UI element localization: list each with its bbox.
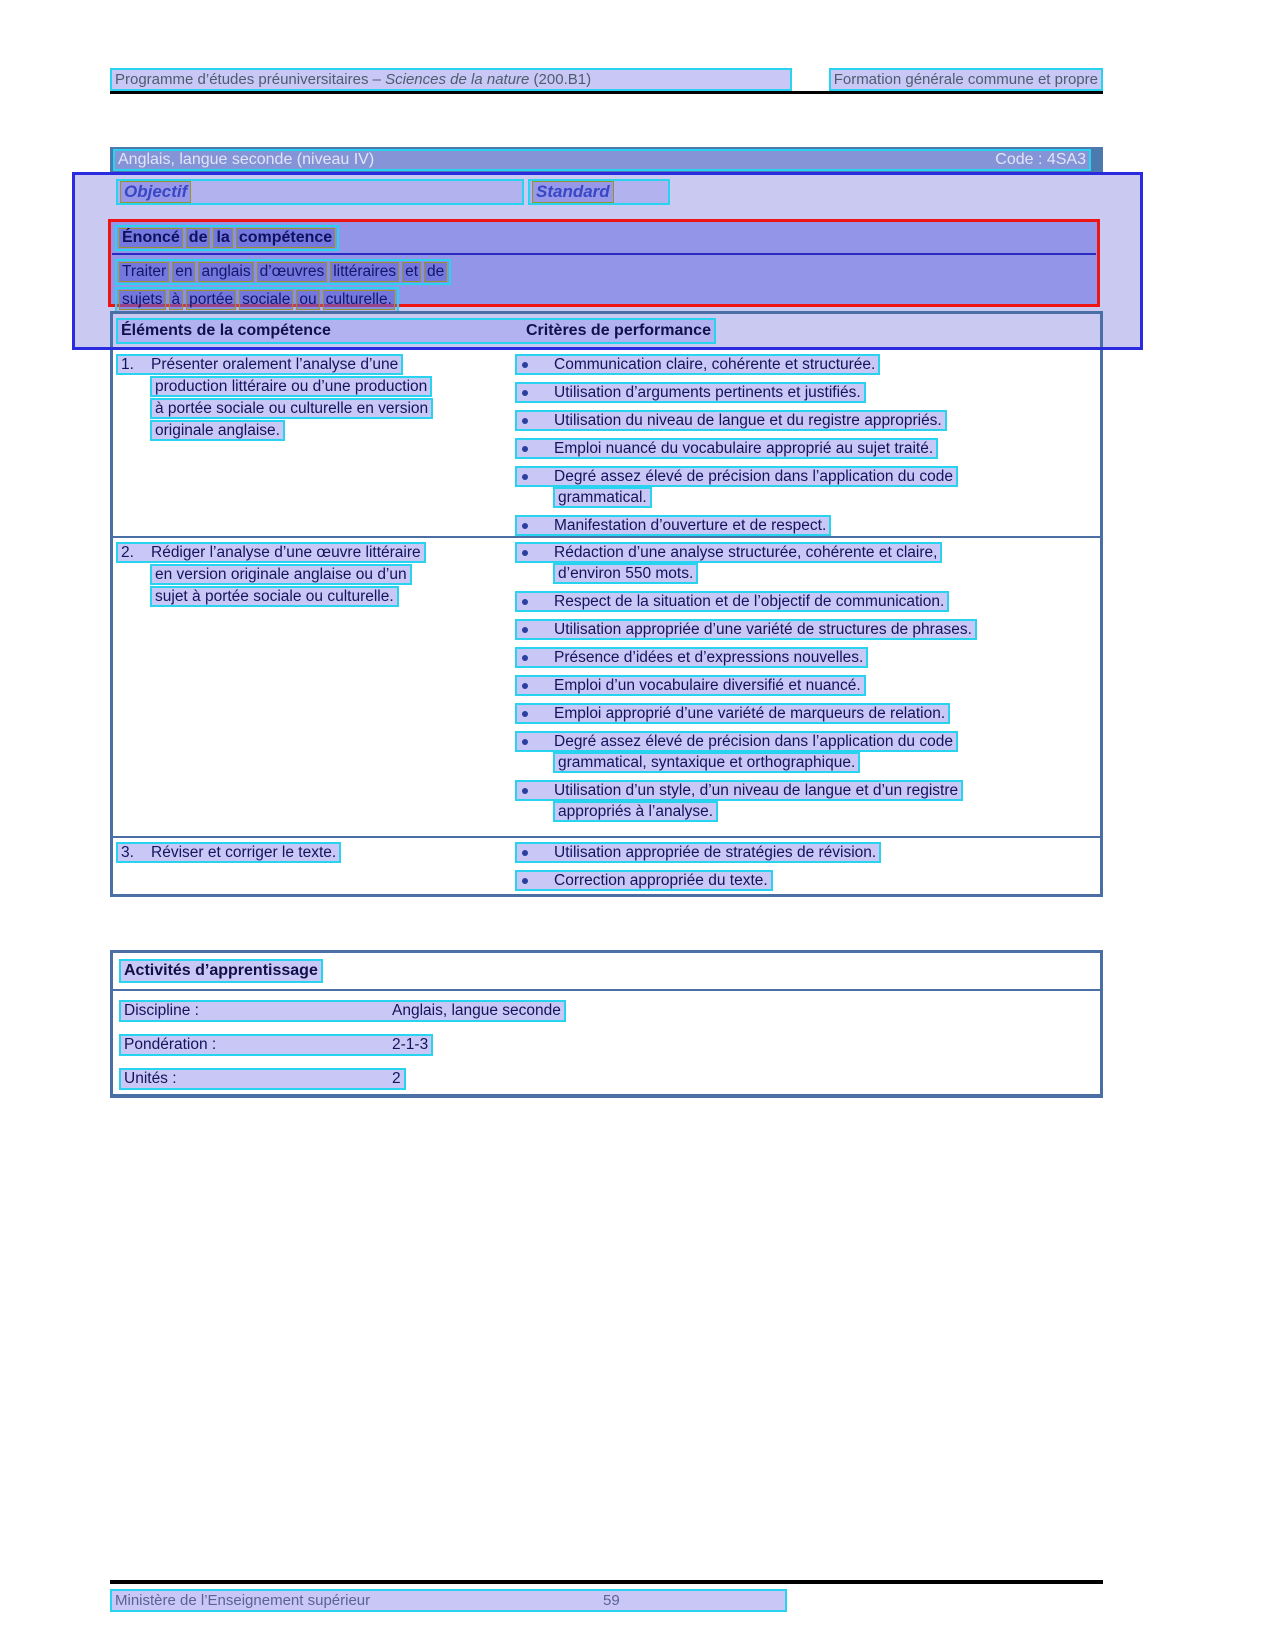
footer-ministry: Ministère de l’Enseignement supérieur xyxy=(115,1592,371,1609)
element-line xyxy=(150,420,513,442)
course-title-highlight xyxy=(113,149,1091,171)
criteria-line-highlight xyxy=(515,842,881,863)
criteria-column xyxy=(513,538,1100,836)
header-right-text: Formation générale commune et propre xyxy=(829,68,1103,91)
element-line xyxy=(150,398,513,420)
item-number: 1. xyxy=(121,355,134,373)
activity-row-highlight xyxy=(119,1068,406,1090)
criteria-text: grammatical. xyxy=(558,488,647,506)
bullet-icon xyxy=(522,683,528,689)
criteria-line xyxy=(515,703,1100,724)
element-text: sujet à portée sociale ou culturelle. xyxy=(155,587,394,605)
criteria-item xyxy=(515,410,1100,431)
criteria-line-highlight xyxy=(515,354,880,375)
criteria-line xyxy=(515,410,1100,431)
criteria-line xyxy=(515,591,1100,612)
criteria-line xyxy=(515,438,1100,459)
competence-row xyxy=(113,536,1100,836)
activity-row-highlight xyxy=(119,1000,566,1022)
activity-value: 2-1-3 xyxy=(392,1036,429,1053)
element-text: Réviser et corriger le texte. xyxy=(151,843,337,861)
criteria-line-highlight xyxy=(515,675,866,696)
criteria-text: appropriés à l’analyse. xyxy=(558,802,714,820)
criteria-text: grammatical, syntaxique et orthographique. xyxy=(558,753,856,771)
criteria-line xyxy=(515,647,1100,668)
footer-highlight xyxy=(110,1589,787,1612)
criteria-line-highlight xyxy=(553,801,718,822)
bullet-icon xyxy=(522,599,528,605)
element-line xyxy=(116,354,513,376)
activity-label: Unités : xyxy=(124,1070,177,1087)
word-box: sociale xyxy=(239,290,293,310)
item-number: 3. xyxy=(121,843,134,861)
header-program-text: Programme d’études préuniversitaires – Sciences de la nature (200.B1) xyxy=(115,71,592,88)
criteria-line-highlight xyxy=(515,780,963,801)
element-text: à portée sociale ou culturelle en version xyxy=(155,399,429,417)
word-box: Traiter xyxy=(119,262,169,282)
criteria-column xyxy=(513,838,1100,900)
criteria-item xyxy=(515,780,1100,822)
criteria-line xyxy=(515,870,1100,891)
word-box: Énoncé xyxy=(119,228,183,248)
standard-highlight xyxy=(528,179,670,205)
word-box: portée xyxy=(186,290,236,310)
element-text: en version originale anglaise ou d’un xyxy=(155,565,407,583)
bullet-icon xyxy=(522,550,528,556)
criteria-line xyxy=(515,801,1100,822)
criteria-item xyxy=(515,675,1100,696)
word-box: et xyxy=(402,262,421,282)
header-program-italic: Sciences de la nature xyxy=(385,71,530,88)
bullet-icon xyxy=(522,523,528,529)
criteria-column xyxy=(513,350,1100,536)
criteria-line-highlight xyxy=(553,487,652,508)
word-box: de xyxy=(186,228,211,248)
element-line xyxy=(150,564,513,586)
band-bottom-border xyxy=(72,347,1143,350)
criteria-text: Emploi nuancé du vocabulaire approprié au sujet traité. xyxy=(554,439,934,457)
criteria-line-highlight xyxy=(515,731,958,752)
bullet-icon xyxy=(522,878,528,884)
activity-row-highlight xyxy=(119,1034,433,1056)
col1-header: Éléments de la compétence xyxy=(121,322,331,339)
criteria-text: Utilisation d’arguments pertinents et justifiés. xyxy=(554,383,861,401)
criteria-item xyxy=(515,703,1100,724)
header-left-text xyxy=(110,68,792,91)
criteria-line-highlight xyxy=(515,591,949,612)
activity-label: Discipline : xyxy=(124,1002,199,1019)
criteria-text: Manifestation d’ouverture et de respect. xyxy=(554,516,827,534)
course-title-bar xyxy=(110,147,1103,173)
standard-label: Standard xyxy=(532,181,614,203)
item-number: 2. xyxy=(121,543,134,561)
criteria-text: Utilisation appropriée d’une variété de structures de phrases. xyxy=(554,620,972,638)
criteria-line-highlight xyxy=(515,870,773,891)
criteria-line xyxy=(515,780,1100,801)
criteria-item xyxy=(515,542,1100,584)
criteria-text: Utilisation appropriée de stratégies de révision. xyxy=(554,843,877,861)
enonce-heading xyxy=(115,225,339,251)
bullet-icon xyxy=(522,655,528,661)
criteria-text: Utilisation du niveau de langue et du registre appropriés. xyxy=(554,411,942,429)
criteria-line xyxy=(515,842,1100,863)
word-box: à xyxy=(169,290,184,310)
bullet-icon xyxy=(522,850,528,856)
element-line xyxy=(150,376,513,398)
criteria-item xyxy=(515,619,1100,640)
enonce-box xyxy=(108,219,1100,307)
criteria-line xyxy=(515,466,1100,487)
activity-label: Pondération : xyxy=(124,1036,217,1053)
criteria-line xyxy=(515,752,1100,773)
element-line xyxy=(116,542,513,564)
word-box: compétence xyxy=(236,228,335,248)
criteria-text: Degré assez élevé de précision dans l’application du code xyxy=(554,732,953,750)
criteria-text: Respect de la situation et de l’objectif de communication. xyxy=(554,592,945,610)
running-header xyxy=(110,68,1103,91)
criteria-item xyxy=(515,515,1100,536)
criteria-item xyxy=(515,438,1100,459)
criteria-line-highlight xyxy=(515,647,868,668)
word-box: anglais xyxy=(198,262,253,282)
word-box: ou xyxy=(296,290,319,310)
criteria-line-highlight xyxy=(515,703,950,724)
competence-rows xyxy=(113,350,1100,900)
activities-table xyxy=(110,950,1103,1098)
activities-header xyxy=(113,953,1100,991)
header-rule xyxy=(110,91,1103,94)
activities-heading: Activités d’apprentissage xyxy=(119,959,323,983)
element-line-highlight xyxy=(150,564,412,585)
footer-rule xyxy=(110,1580,1103,1584)
competence-table-header xyxy=(113,314,1100,350)
criteria-line xyxy=(515,515,1100,536)
word-box: de xyxy=(424,262,447,282)
criteria-line xyxy=(515,542,1100,563)
criteria-line xyxy=(515,382,1100,403)
criteria-text: Degré assez élevé de précision dans l’application du code xyxy=(554,467,953,485)
enonce-text-line xyxy=(115,259,451,287)
element-text: originale anglaise. xyxy=(155,421,280,439)
word-box: littéraires xyxy=(330,262,399,282)
element-column xyxy=(113,350,513,536)
objectif-standard-row xyxy=(72,179,1143,206)
bullet-icon xyxy=(522,446,528,452)
criteria-line xyxy=(515,675,1100,696)
element-line-highlight xyxy=(116,542,426,563)
activity-row xyxy=(119,1000,1100,1034)
criteria-text: Présence d’idées et d’expressions nouvelles. xyxy=(554,648,864,666)
footer-page-number: 59 xyxy=(603,1592,620,1609)
competence-row xyxy=(113,350,1100,536)
competence-row xyxy=(113,836,1100,900)
criteria-item xyxy=(515,466,1100,508)
criteria-line xyxy=(515,619,1100,640)
bullet-icon xyxy=(522,474,528,480)
activity-value: Anglais, langue seconde xyxy=(392,1002,561,1019)
criteria-item xyxy=(515,870,1100,891)
criteria-item xyxy=(515,647,1100,668)
bullet-icon xyxy=(522,362,528,368)
competence-table xyxy=(110,311,1103,897)
criteria-line-highlight xyxy=(553,752,860,773)
element-column xyxy=(113,838,513,900)
competence-header-highlight xyxy=(116,318,716,344)
element-line xyxy=(116,842,513,864)
criteria-item xyxy=(515,731,1100,773)
criteria-text: Emploi d’un vocabulaire diversifié et nuancé. xyxy=(554,676,861,694)
criteria-line xyxy=(515,487,1100,508)
bullet-icon xyxy=(522,627,528,633)
criteria-line xyxy=(515,731,1100,752)
criteria-line-highlight xyxy=(515,542,942,563)
bullet-icon xyxy=(522,788,528,794)
activity-row xyxy=(119,1034,1100,1068)
criteria-item xyxy=(515,382,1100,403)
bullet-icon xyxy=(522,390,528,396)
criteria-text: Correction appropriée du texte. xyxy=(554,871,768,889)
bullet-icon xyxy=(522,739,528,745)
element-line-highlight xyxy=(150,420,285,441)
criteria-line-highlight xyxy=(553,563,698,584)
word-box: la xyxy=(213,228,232,248)
criteria-text: Emploi approprié d’une variété de marqueurs de relation. xyxy=(554,704,946,722)
activities-rows xyxy=(113,991,1100,1102)
element-line xyxy=(150,586,513,608)
element-line-highlight xyxy=(150,398,433,419)
element-line-highlight xyxy=(116,842,341,863)
criteria-text: Communication claire, cohérente et structurée. xyxy=(554,355,876,373)
element-column xyxy=(113,538,513,836)
criteria-line-highlight xyxy=(515,410,947,431)
criteria-text: d’environ 550 mots. xyxy=(558,564,694,582)
criteria-item xyxy=(515,354,1100,375)
criteria-line-highlight xyxy=(515,382,866,403)
element-text: Présenter oralement l’analyse d’une xyxy=(151,355,399,373)
word-box: culturelle. xyxy=(323,290,395,310)
enonce-heading-line xyxy=(115,225,339,251)
word-box: sujets xyxy=(119,290,166,310)
activity-row xyxy=(119,1068,1100,1102)
enonce-body xyxy=(115,259,451,315)
criteria-line-highlight xyxy=(515,619,977,640)
word-box: d’œuvres xyxy=(257,262,328,282)
element-line-highlight xyxy=(116,354,403,375)
element-line-highlight xyxy=(150,376,432,397)
page-footer xyxy=(110,1589,787,1612)
objectif-highlight xyxy=(116,179,524,205)
criteria-line-highlight xyxy=(515,466,958,487)
course-title: Anglais, langue seconde (niveau IV) xyxy=(118,151,375,168)
bullet-icon xyxy=(522,418,528,424)
course-code: Code : 4SA3 xyxy=(995,151,1086,168)
element-text: production littéraire ou d’une production xyxy=(155,377,428,395)
col2-header: Critères de performance xyxy=(526,322,711,339)
criteria-item xyxy=(515,591,1100,612)
objectif-label: Objectif xyxy=(120,181,191,203)
criteria-item xyxy=(515,842,1100,863)
criteria-line xyxy=(515,563,1100,584)
criteria-line-highlight xyxy=(515,438,938,459)
criteria-line xyxy=(515,354,1100,375)
element-text: Rédiger l’analyse d’une œuvre littéraire xyxy=(151,543,421,561)
activity-value: 2 xyxy=(392,1070,401,1087)
criteria-line-highlight xyxy=(515,515,831,536)
word-box: en xyxy=(172,262,195,282)
bullet-icon xyxy=(522,711,528,717)
criteria-text: Utilisation d’un style, d’un niveau de langue et d’un registre xyxy=(554,781,959,799)
text-line-highlight xyxy=(115,259,451,285)
enonce-separator xyxy=(112,253,1096,255)
criteria-text: Rédaction d’une analyse structurée, cohérente et claire, xyxy=(554,543,938,561)
element-line-highlight xyxy=(150,586,399,607)
text-line-highlight xyxy=(115,287,399,313)
